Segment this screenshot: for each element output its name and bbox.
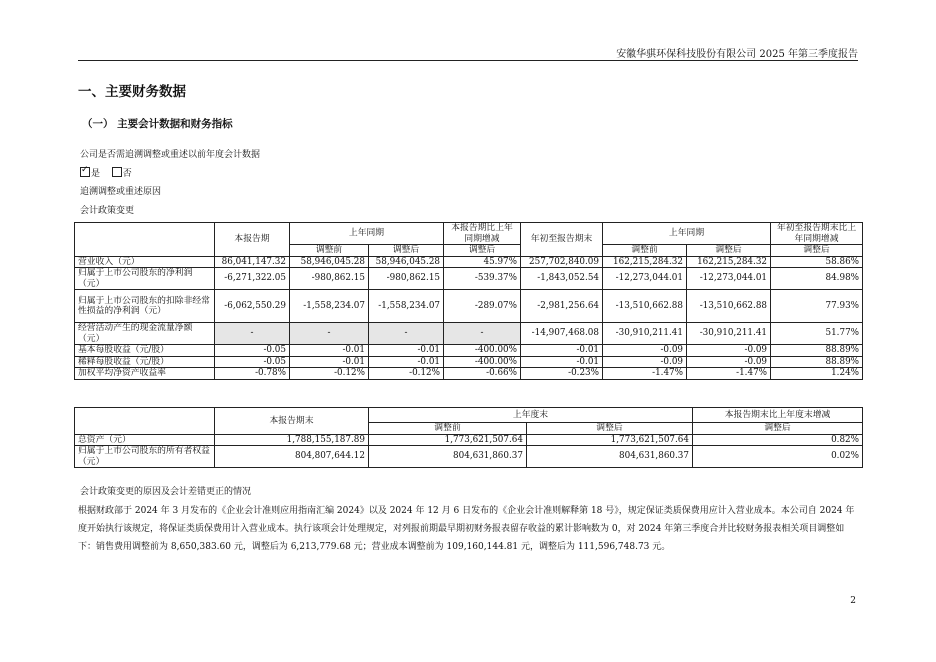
cell: 1.24% (771, 368, 863, 380)
table-row (75, 256, 863, 268)
row-label: 总资产（元） (75, 434, 215, 446)
cell: 0.02% (693, 446, 863, 468)
col-header-prev-year-end: 上年度末 (369, 408, 693, 423)
col-header-prev-same: 上年同期 (290, 223, 444, 245)
table-row (75, 290, 863, 323)
col-header-period-end: 本报告期末 (215, 408, 369, 435)
table-row (75, 268, 863, 290)
checked-checkbox-icon (80, 167, 90, 177)
cell: -0.01 (369, 345, 444, 357)
cell: - (290, 323, 369, 345)
section-title: 一、主要财务数据 (78, 84, 186, 100)
cell: -1.47% (603, 368, 687, 380)
cell: -1,558,234.07 (290, 290, 369, 323)
cell: -0.09 (687, 345, 771, 357)
cell: -30,910,211.41 (687, 323, 771, 345)
cell: -30,910,211.41 (603, 323, 687, 345)
cell: 88.89% (771, 356, 863, 368)
choice-no-label: 否 (122, 169, 132, 179)
col-header-ytd-change: 年初至报告期末比上年同期增减 (771, 223, 863, 245)
table-corner-cell (75, 408, 215, 435)
note-body: 根据财政部于 2024 年 3 月发布的《企业会计准则应用指南汇编 2024》以及 2024 年 12 月 6 日发布的《企业会计准则解释第 18 号》，规定保证类质保费用应计入营业成本。本公司自 2024 年度开始执行该规定，将保证类质保费用计入营业成本。执行该项会计处理规定，对列报前期最早期初财务报表留存收益的累计影响数为 0，对 2024 年第三季度合并比较财务报表相关项目调整如下：销售费用调整前为 8,650,383.60 元，调整后为 6,213,779.68 元；营业成本调整前为 109,160,144.81 元，调整后为 111,596,748.73 元。 (78, 506, 855, 552)
sub-header-before: 调整前 (369, 423, 527, 435)
sub-header-after: 调整后 (693, 423, 863, 435)
row-label: 归属于上市公司股东的净利润（元） (75, 268, 215, 290)
cell: 77.93% (771, 290, 863, 323)
row-label: 经营活动产生的现金流量净额（元） (75, 323, 215, 345)
cell: -0.01 (290, 356, 369, 368)
note-title: 会计政策变更的原因及会计差错更正的情况 (80, 487, 252, 497)
table-row (75, 434, 863, 446)
cell: 1,788,155,187.89 (215, 434, 369, 446)
row-label: 营业收入（元） (75, 256, 215, 268)
row-label: 归属于上市公司股东的扣除非经常性损益的净利润（元） (75, 290, 215, 323)
col-header-ytd: 年初至报告期末 (521, 223, 603, 257)
cell: -13,510,662.88 (603, 290, 687, 323)
cell: -289.07% (444, 290, 521, 323)
cell: -0.05 (215, 356, 290, 368)
restatement-question: 公司是否需追溯调整或重述以前年度会计数据 (80, 150, 261, 160)
page-number: 2 (850, 596, 856, 606)
cell: -0.23% (521, 368, 603, 380)
cell: 86,041,147.32 (215, 256, 290, 268)
page-header: 安徽华骐环保科技股份有限公司 2025 年第三季度报告 (616, 49, 858, 60)
cell: -6,271,322.05 (215, 268, 290, 290)
cell: -1.47% (687, 368, 771, 380)
sub-header-after: 调整后 (527, 423, 693, 435)
cell: - (444, 323, 521, 345)
row-label: 加权平均净资产收益率 (75, 368, 215, 380)
cell: -0.01 (290, 345, 369, 357)
cell: 1,773,621,507.64 (527, 434, 693, 446)
cell: -0.05 (215, 345, 290, 357)
cell: -0.01 (521, 356, 603, 368)
cell: -13,510,662.88 (687, 290, 771, 323)
row-label: 基本每股收益（元/股） (75, 345, 215, 357)
cell: -0.09 (603, 345, 687, 357)
reason-value: 会计政策变更 (80, 206, 135, 216)
cell: 88.89% (771, 345, 863, 357)
choice-row (80, 166, 132, 179)
sub-header-before: 调整前 (290, 245, 369, 257)
cell: -0.78% (215, 368, 290, 380)
cell: -0.12% (290, 368, 369, 380)
empty-checkbox-icon (112, 167, 122, 177)
reason-label: 追溯调整或重述原因 (80, 187, 162, 197)
cell: - (369, 323, 444, 345)
cell: -14,907,468.08 (521, 323, 603, 345)
cell: -12,273,044.01 (687, 268, 771, 290)
cell: 257,702,840.09 (521, 256, 603, 268)
cell: -1,558,234.07 (369, 290, 444, 323)
subsection-title: （一） 主要会计数据和财务指标 (82, 118, 233, 130)
sub-header-after: 调整后 (369, 245, 444, 257)
sub-header-after: 调整后 (771, 245, 863, 257)
cell: 58,946,045.28 (369, 256, 444, 268)
cell: 45.97% (444, 256, 521, 268)
col-header-prev-same-ytd: 上年同期 (603, 223, 771, 245)
cell: -0.09 (687, 356, 771, 368)
cell: 804,631,860.37 (527, 446, 693, 468)
header-divider (78, 60, 858, 61)
table-row (75, 356, 863, 368)
table-row (75, 345, 863, 357)
cell: 1,773,621,507.64 (369, 434, 527, 446)
row-label: 归属于上市公司股东的所有者权益（元） (75, 446, 215, 468)
cell: 804,631,860.37 (369, 446, 527, 468)
table-corner-cell (75, 223, 215, 257)
col-header-end-change: 本报告期末比上年度末增减 (693, 408, 863, 423)
col-header-current: 本报告期 (215, 223, 290, 257)
cell: - (215, 323, 290, 345)
cell: -980,862.15 (369, 268, 444, 290)
cell: -2,981,256.64 (521, 290, 603, 323)
sub-header-after: 调整后 (687, 245, 771, 257)
balance-data-table (74, 407, 863, 468)
cell: -12,273,044.01 (603, 268, 687, 290)
cell: -0.09 (603, 356, 687, 368)
table-row (75, 323, 863, 345)
cell: -6,062,550.29 (215, 290, 290, 323)
cell: 0.82% (693, 434, 863, 446)
cell: -0.12% (369, 368, 444, 380)
col-header-change: 本报告期比上年同期增减 (444, 223, 521, 245)
sub-header-after: 调整后 (444, 245, 521, 257)
cell: 162,215,284.32 (687, 256, 771, 268)
cell: 162,215,284.32 (603, 256, 687, 268)
cell: -539.37% (444, 268, 521, 290)
cell: -0.66% (444, 368, 521, 380)
cell: -1,843,052.54 (521, 268, 603, 290)
cell: 58.86% (771, 256, 863, 268)
cell: 51.77% (771, 323, 863, 345)
row-label: 稀释每股收益（元/股） (75, 356, 215, 368)
cell: -980,862.15 (290, 268, 369, 290)
cell: 84.98% (771, 268, 863, 290)
sub-header-before: 调整前 (603, 245, 687, 257)
cell: -400.00% (444, 345, 521, 357)
cell: 58,946,045.28 (290, 256, 369, 268)
cell: -0.01 (369, 356, 444, 368)
table-row (75, 368, 863, 380)
table-row (75, 446, 863, 468)
financial-data-table (74, 222, 863, 380)
cell: -0.01 (521, 345, 603, 357)
choice-yes-label: 是 (91, 169, 101, 179)
cell: -400.00% (444, 356, 521, 368)
cell: 804,807,644.12 (215, 446, 369, 468)
